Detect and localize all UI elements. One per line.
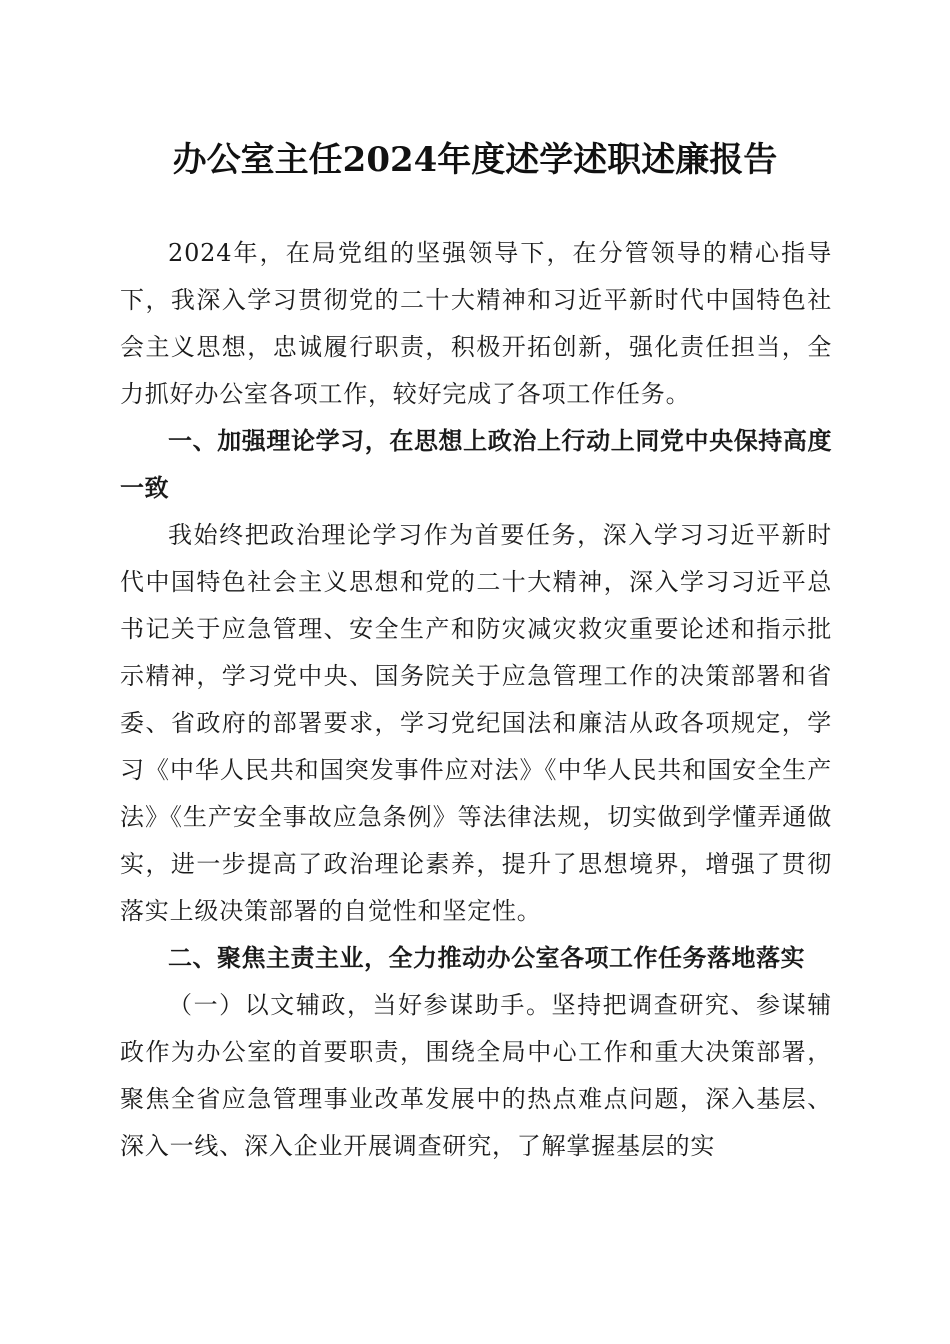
document-body	[120, 230, 832, 1170]
section-heading-2: 二、聚焦主责主业，全力推动办公室各项工作任务落地落实	[168, 944, 805, 972]
intro-paragraph: 2024年，在局党组的坚强领导下，在分管领导的精心指导下，我深入学习贯彻党的二十大精神和习近平新时代中国特色社会主义思想，忠诚履行职责，积极开拓创新，强化责任担当，全力抓好办公室各项工作，较好完成了各项工作任务。	[120, 239, 832, 408]
section-heading-1: 一、加强理论学习，在思想上政治上行动上同党中央保持高度一致	[120, 427, 832, 502]
section-2-paragraph: （一）以文辅政，当好参谋助手。坚持把调查研究、参谋辅政作为办公室的首要职责，围绕全局中心工作和重大决策部署，聚焦全省应急管理事业改革发展中的热点难点问题，深入基层、深入一线、深入企业开展调查研究，了解掌握基层的实	[120, 991, 832, 1160]
section-1-paragraph: 我始终把政治理论学习作为首要任务，深入学习习近平新时代中国特色社会主义思想和党的二十大精神，深入学习习近平总书记关于应急管理、安全生产和防灾减灾救灾重要论述和指示批示精神，学习党中央、国务院关于应急管理工作的决策部署和省委、省政府的部署要求，学习党纪国法和廉洁从政各项规定，学习《中华人民共和国突发事件应对法》《中华人民共和国安全生产法》《生产安全事故应急条例》等法律法规，切实做到学懂弄通做实，进一步提高了政治理论素养，提升了思想境界，增强了贯彻落实上级决策部署的自觉性和坚定性。	[120, 521, 832, 925]
document-title: 办公室主任2024年度述学述职述廉报告	[172, 140, 778, 180]
